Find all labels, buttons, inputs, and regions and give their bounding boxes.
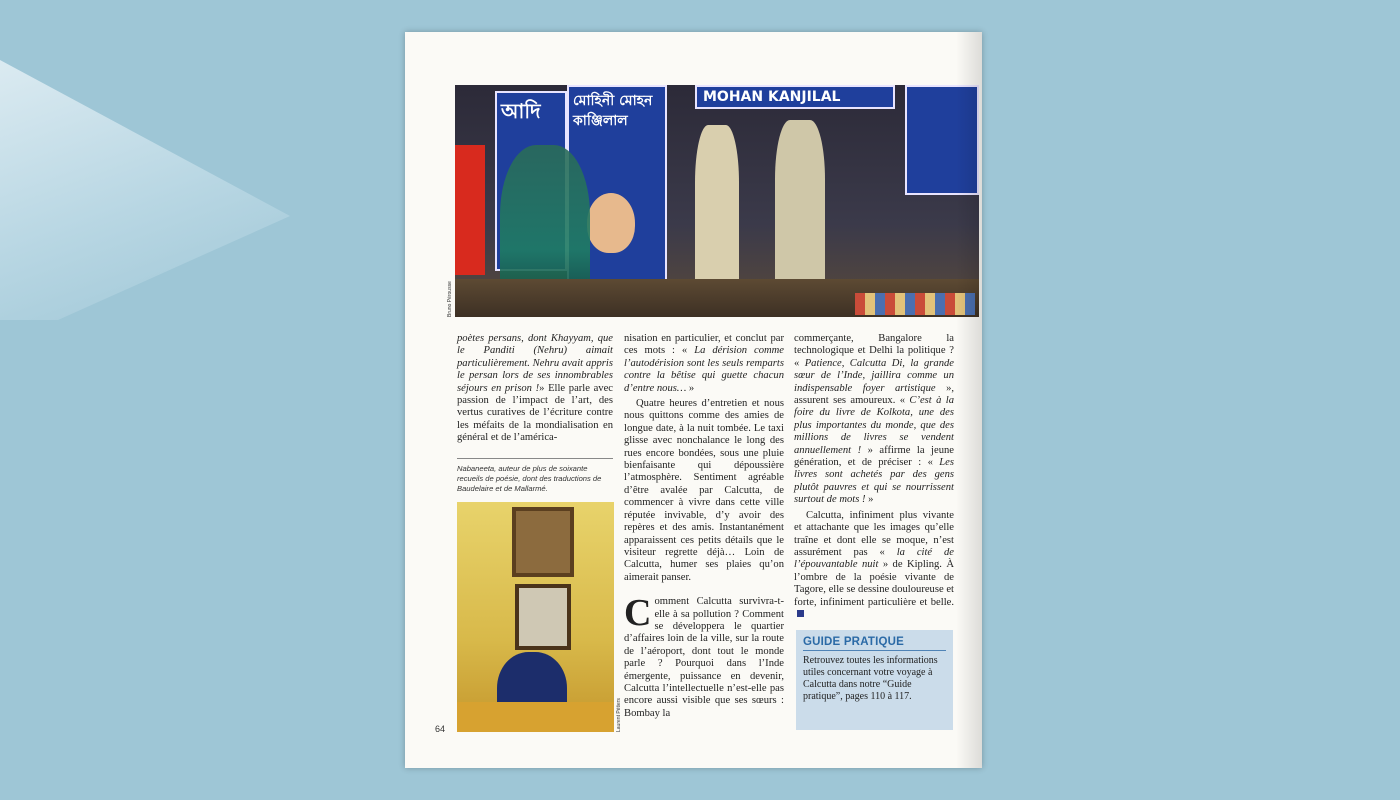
guide-title: GUIDE PRATIQUE	[803, 636, 946, 651]
blue-sign-left: আদি	[495, 91, 567, 271]
guide-text: Retrouvez toutes les informations utiles concernant votre voyage à Calcutta dans notre “Guide pratique”, pages 110 à 117.	[803, 655, 938, 702]
col2-p1b: »	[686, 382, 695, 394]
col2-p1-italic: La dérision comme l’autodérision sont les seuls remparts contre la bêtise qui guette chacun d’entre nous…	[624, 345, 785, 394]
column-1	[457, 333, 613, 445]
photo-credit-side: Laurent Pétiers	[616, 698, 622, 732]
picture-frame-upper	[512, 507, 574, 577]
street-photo	[455, 85, 979, 317]
column-2	[624, 333, 784, 720]
blue-sign-portrait: মোহিনী মোহন কাঞ্জিলাল	[567, 85, 667, 317]
drop-cap: C	[624, 592, 652, 635]
red-sign	[455, 145, 485, 275]
picture-frame-lower	[515, 584, 571, 650]
page-number: 64	[435, 724, 446, 734]
col3-p1a: commerçante, Bangalore la technologique et Delhi la politique ? «	[794, 333, 954, 369]
blue-sign-banner: MOHAN KANJILAL	[695, 85, 895, 109]
col3-p2-italic: la cité de l’épouvantable nuit	[794, 546, 955, 571]
col3-p1-italic2: C’est à la foire du livre de Kolkota, une des plus importantes du monde, que des millions de livres se vendent annuellement !	[794, 395, 954, 456]
col3-p1-italic3: Les livres sont achetés par des gens plutôt pauvres et qui se nourrissent surtout de mots !	[794, 457, 954, 506]
col2-p3: omment Calcutta survivra-t-elle à sa pollution ? Comment se développera le quartier d’affaires loin de la ville, sur la route de l’aéroport, dont tout le monde parle ? Pourquoi dans l’Inde émergente, puissance en devenir, Calcutta l’intellectuelle n’est-elle pas encore aussi visible que ses sœurs : Bombay la	[624, 596, 784, 719]
guide-box	[796, 630, 953, 730]
portrait-photo	[457, 502, 614, 732]
col1-text: » Elle parle avec passion de l’impact de l’art, des vertus curatives de l’écriture contre les méfaits de la mondialisation en général et de l’américa-	[457, 382, 613, 444]
column-3	[794, 333, 954, 621]
painted-portrait	[587, 193, 635, 253]
bed	[457, 702, 614, 732]
book-stall	[855, 293, 975, 315]
end-mark-icon	[797, 610, 804, 617]
col2-p2: Quatre heures d’entretien et nous nous quittons comme des amies de longue date, à la nuit tombée. Le taxi glisse avec nonchalance le long des rues encore bondées, sous une pluie bienfaisante qui dépoussière l’atmosphère. Sentiment agréable d’être avalée par Calcutta, de commencer à vivre dans cette ville réputée invivable, d’y avoir des repères et des amis. Instantanément apparaissent ces petits détails que le visiteur regrette déjà… Loin de Calcutta, humer ses plaies qu’on aimerait panser.	[624, 398, 784, 583]
caption-rule	[457, 458, 613, 459]
photo-caption: Nabaneeta, auteur de plus de soixante recueils de poésie, dont des traductions de Baudelaire et de Mallarmé.	[457, 464, 602, 493]
col3-p1d: »	[865, 494, 874, 506]
col3-p2b: » de Kipling. À l’ombre de la poésie vivante de Tagore, elle se dessine douloureuse et forte, infiniment particulière et belle.	[794, 559, 955, 608]
col3-p1c: » affirme la jeune génération, et de préciser : «	[794, 444, 954, 469]
col3-p2a: Calcutta, infiniment plus vivante et attachante que les images qu’elle traîne et dont elle se moque, n’est assurément pas «	[794, 509, 954, 558]
col2-p1a: nisation en particulier, et conclut par ces mots : «	[624, 333, 784, 357]
background-curl	[0, 60, 290, 320]
photo-credit-top: Bruno Pérousse	[447, 281, 453, 317]
col3-p1-italic1: Patience, Calcutta Di, la grande sœur de l’Inde, jaillira comme un indispensable foyer artistique	[794, 357, 954, 394]
col3-p1b: », assurent ses amoureux. «	[794, 382, 955, 407]
magazine-page	[405, 32, 982, 768]
col1-italic: poètes persans, dont Khayyam, que le Panditi (Nehru) aimait particulièrement. Nehru avait appris le persan lors de ses innombrables séjours en prison !	[457, 333, 613, 394]
blue-sign-right	[905, 85, 979, 195]
